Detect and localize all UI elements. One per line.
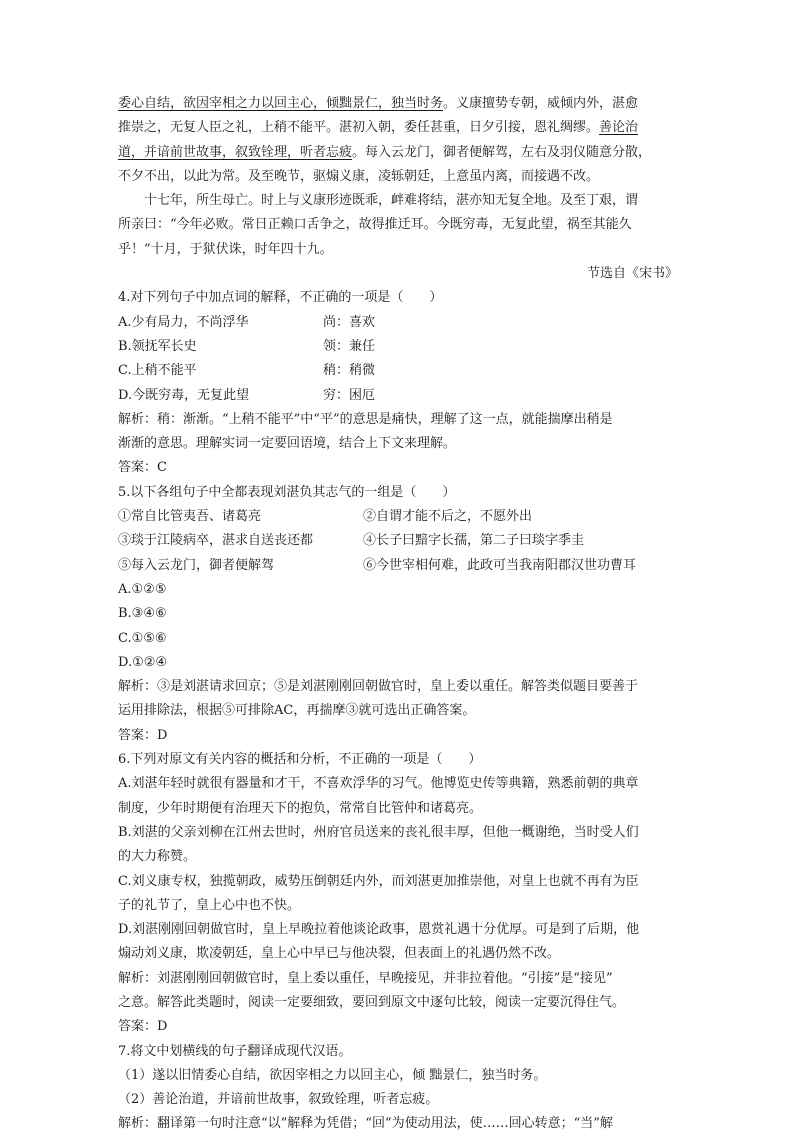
choice-option: A.①②⑤ <box>118 581 167 597</box>
answer-text: 答案：D <box>118 727 168 743</box>
question-stem: 7.将文中划横线的句子翻译成现代汉语。 <box>118 1043 352 1059</box>
passage-line: 所亲曰：“今年必败。常日正赖口舌争之，故得推迁耳。今既穷毒，无复此望，祸至其能久 <box>118 217 632 233</box>
passage <box>118 92 678 286</box>
item-row <box>118 529 678 553</box>
option-row <box>118 359 678 383</box>
analysis-text: 解析：稍：渐渐。“上稍不能平”中“平”的意思是痛快，理解了这一点，就能揣摩出稍是 <box>118 411 613 427</box>
item-text: ②自谓才能不后之，不愿外出 <box>363 509 533 525</box>
option-line: B.刘湛的父亲刘柳在江州去世时，州府官员送来的丧礼很丰厚，但他一概谢绝，当时受人们 <box>118 824 639 840</box>
underlined-sentence: 委心自结，欲因宰相之力以回主心，倾黜景仁，独当时务 <box>118 96 444 111</box>
translation-sentence: （1）遂以旧情委心自结，欲因宰相之力以回主心，倾 黜景仁，独当时务。 <box>118 1067 547 1083</box>
answer-text: 答案：D <box>118 1019 168 1035</box>
item-row <box>118 505 678 529</box>
option-line: 制度，少年时期便有治理天下的抱负，常常自比管仲和诸葛亮。 <box>118 800 483 816</box>
answer-text: 答案：C <box>118 460 167 476</box>
passage-line: 不夕不出，以此为常。及至晚节，驱煽义康，凌轹朝廷，上意虽内离，而接遇不改。 <box>118 168 600 184</box>
item-text: ⑤每入云龙门，御者便解驾 <box>118 557 275 573</box>
option-row <box>118 335 678 359</box>
option-row <box>118 311 678 335</box>
question-7 <box>118 1040 678 1137</box>
question-stem: 4.对下列句子中加点词的解释，不正确的一项是（ ） <box>118 290 443 306</box>
option-gloss: 领：兼任 <box>323 338 376 354</box>
item-text: ③琰于江陵病卒，湛求自送丧还都 <box>118 533 314 549</box>
item-text: ①常自比管夷吾、诸葛亮 <box>118 509 262 525</box>
document-page <box>118 92 678 1137</box>
analysis-text: 之意。解答此类题时，阅读一定要细致，要回到原文中逐句比较，阅读一定要沉得住气。 <box>118 994 626 1010</box>
passage-line: 委心自结，欲因宰相之力以回主心，倾黜景仁，独当时务。义康擅势专朝，威倾内外，湛愈 <box>118 96 639 111</box>
item-text: ④长子曰黯字长孺，第二子曰琰字季圭 <box>363 533 585 549</box>
option-text: D.今既穷毒，无复此望 <box>118 387 250 403</box>
passage-line: 推崇之，无复人臣之礼，上稍不能平。湛初入朝，委任甚重，日夕引接，恩礼绸缪。善论治 <box>118 120 639 136</box>
analysis-text: 运用排除法，根据⑤可排除AC，再揣摩③就可选出正确答案。 <box>118 703 476 719</box>
question-5 <box>118 481 678 748</box>
option-gloss: 稍：稍微 <box>323 363 376 379</box>
passage-line: 道，并谙前世故事，叙致铨理，听者忘疲。每入云龙门，御者便解驾，左右及羽仪随意分散， <box>118 144 652 160</box>
passage-line: 乎！”十月，于狱伏诛，时年四十九。 <box>118 241 333 257</box>
analysis-text: 解析：刘湛刚刚回朝做官时，皇上委以重任，早晚接见，并非拉着他。“引接”是“接见” <box>118 970 613 986</box>
underlined-sentence: 善论治 <box>599 120 639 136</box>
choice-option: D.①②④ <box>118 654 168 670</box>
question-6 <box>118 748 678 1040</box>
option-line: 煽动刘义康，欺凌朝廷，皇上心中早已与他决裂，但表面上的礼遇仍然不改。 <box>118 946 561 962</box>
analysis-text: 解析：翻译第一句时注意“以”解释为凭借；“回”为使动用法，使……回心转意；“当”解 <box>118 1116 613 1132</box>
option-text: C.上稍不能平 <box>118 363 197 379</box>
question-stem: 5.以下各组句子中全都表现刘湛负其志气的一组是（ ） <box>118 484 456 500</box>
option-gloss: 尚：喜欢 <box>323 314 376 330</box>
analysis-text: 解析：③是刘湛请求回京；⑤是刘湛刚刚回朝做官时，皇上委以重任。解答类似题目要善于 <box>118 679 639 695</box>
item-row <box>118 554 678 578</box>
option-line: A.刘湛年轻时就很有器量和才干，不喜欢浮华的习气。他博览史传等典籍，熟悉前朝的典章 <box>118 776 639 792</box>
question-4 <box>118 286 678 480</box>
choice-option: C.①⑤⑥ <box>118 630 167 646</box>
underlined-sentence: 道，并谙前世故事，叙致铨理，听者忘疲 <box>118 144 353 160</box>
option-text: A.少有局力，不尚浮华 <box>118 314 249 330</box>
source-citation: 节选自《宋书》 <box>586 266 678 282</box>
option-line: D.刘湛刚刚回朝做官时，皇上早晚拉着他谈论政事，恩赏礼遇十分优厚。可是到了后期，他 <box>118 922 640 938</box>
option-line: C.刘义康专权，独揽朝政，威势压倒朝廷内外，而刘湛更加推崇他，对皇上也就不再有为臣 <box>118 873 639 889</box>
choice-option: B.③④⑥ <box>118 606 167 622</box>
question-stem: 6.下列对原文有关内容的概括和分析，不正确的一项是（ ） <box>118 752 482 768</box>
option-line: 的大力称赞。 <box>118 849 197 865</box>
option-row <box>118 384 678 408</box>
translation-sentence: （2）善论治道，并谙前世故事，叙致铨理，听者忘疲。 <box>118 1092 439 1108</box>
passage-paragraph-start: 十七年，所生母亡。时上与义康形迹既乖，衅难将结，湛亦知无复全地。及至丁艰，谓 <box>144 193 639 209</box>
option-gloss: 穷：困厄 <box>323 387 376 403</box>
option-text: B.领抚军长史 <box>118 338 197 354</box>
analysis-text: 渐渐的意思。理解实词一定要回语境，结合上下文来理解。 <box>118 436 457 452</box>
item-text: ⑥今世宰相何难，此政可当我南阳郡汉世功曹耳 <box>363 557 637 573</box>
option-line: 子的礼节了，皇上心中也不快。 <box>118 897 301 913</box>
